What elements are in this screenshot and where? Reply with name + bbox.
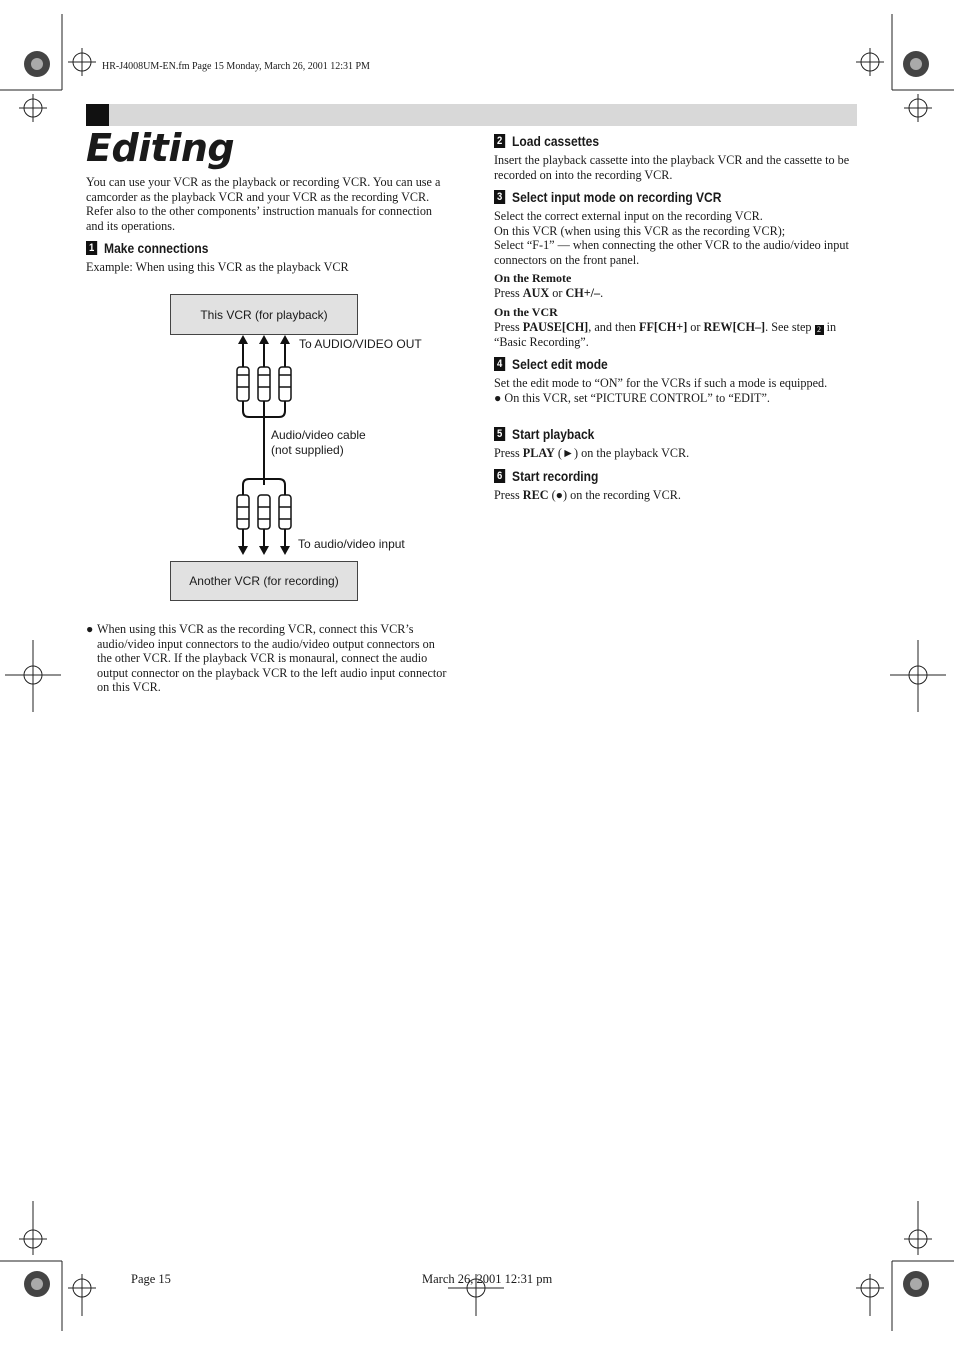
step-2-text: Insert the playback cassette into the playback VCR and the cassette to be recorded on into the recording VCR. [494, 153, 850, 182]
step-title: Select input mode on recording VCR [512, 189, 722, 205]
file-info-header: HR-J4008UM-EN.fm Page 15 Monday, March 26, 2001 12:31 PM [102, 61, 370, 72]
footer-page: Page 15 [131, 1272, 171, 1286]
remote-instructions [494, 271, 858, 300]
rew-key: REW[CH–] [703, 319, 766, 334]
bullet-icon: ● [86, 622, 94, 636]
footer-date: March 26, 2001 12:31 pm [422, 1272, 553, 1286]
vcr-heading: On the VCR [494, 305, 558, 319]
ch-key: CH+/– [565, 285, 601, 300]
label-audio-video-input: To audio/video input [298, 537, 405, 551]
note-bullet [86, 622, 450, 695]
step-1-text: Example: When using this VCR as the playback VCR [86, 260, 349, 274]
step-number: 1 [86, 241, 97, 255]
step-title: Start recording [512, 468, 599, 484]
step-number: 5 [494, 427, 505, 441]
step-4-bullet: ● On this VCR, set “PICTURE CONTROL” to “EDIT”. [494, 390, 770, 405]
step-5-heading [494, 426, 594, 442]
note-text: When using this VCR as the recording VCR, connect this VCR’s audio/video input connectors to the audio/video output connectors on the other VCR. If the playback VCR is monaural, connect the audio output connector on the playback VCR to the left audio input connector on this VCR. [97, 622, 447, 694]
step-3-text [494, 209, 858, 267]
intro-text: You can use your VCR as the playback or recording VCR. You can use a camcorder as the playback VCR and your VCR as the recording VCR. Refer also to the other components’ instruction manuals for connection and its operations. [86, 175, 441, 233]
bullet-icon: ● [494, 390, 505, 405]
step-number: 6 [494, 469, 505, 483]
step-title: Load cassettes [512, 133, 600, 149]
rec-icon: (●) [551, 488, 568, 502]
step-3-line3: Select “F-1” — when connecting the other VCR to the audio/video input connectors on the front panel. [494, 238, 849, 267]
pause-key: PAUSE[CH] [522, 319, 589, 334]
label-audio-video-out: To AUDIO/VIDEO OUT [299, 337, 422, 351]
step-1-heading [86, 240, 208, 256]
remote-heading: On the Remote [494, 271, 572, 285]
step-4-heading [494, 356, 608, 372]
step-ref-badge: 2 [815, 325, 824, 335]
page-title: Editing [86, 126, 235, 170]
step-3-heading [494, 189, 721, 205]
playback-vcr-box: This VCR (for playback) [170, 294, 358, 335]
step-3-line1: Select the correct external input on the recording VCR. [494, 209, 763, 223]
rec-key: REC [522, 488, 549, 502]
remote-line: Press AUX or CH+/–. [494, 285, 604, 300]
play-icon: (►) [557, 446, 579, 460]
vcr-instructions [494, 305, 858, 349]
step-number: 2 [494, 134, 505, 148]
title-band-block [86, 104, 109, 126]
step-5-text: Press PLAY (►) on the playback VCR. [494, 446, 690, 460]
label-cable-line2: (not supplied) [271, 443, 344, 457]
step-title: Make connections [104, 240, 209, 256]
step-2-heading [494, 133, 599, 149]
step-number: 3 [494, 190, 505, 204]
label-cable [271, 428, 366, 458]
step-number: 4 [494, 357, 505, 371]
step-6-text: Press REC (●) on the recording VCR. [494, 488, 681, 502]
step-title: Select edit mode [512, 356, 608, 372]
step-title: Start playback [512, 426, 595, 442]
recording-vcr-box: Another VCR (for recording) [170, 561, 358, 601]
vcr-line: Press PAUSE[CH], and then FF[CH+] or REW[CH–]. See step 2 in “Basic Recording”. [494, 319, 837, 349]
step-6-heading [494, 468, 598, 484]
label-cable-line1: Audio/video cable [271, 428, 366, 442]
aux-key: AUX [522, 285, 550, 300]
step-4-text: Set the edit mode to “ON” for the VCRs if such a mode is equipped. ● On this VCR, set “PICTURE CONTROL” to “EDIT”. [494, 376, 858, 405]
ff-key: FF[CH+] [639, 319, 688, 334]
title-band [86, 104, 857, 126]
step-3-line2: On this VCR (when using this VCR as the recording VCR); [494, 223, 786, 238]
play-key: PLAY [522, 446, 555, 460]
